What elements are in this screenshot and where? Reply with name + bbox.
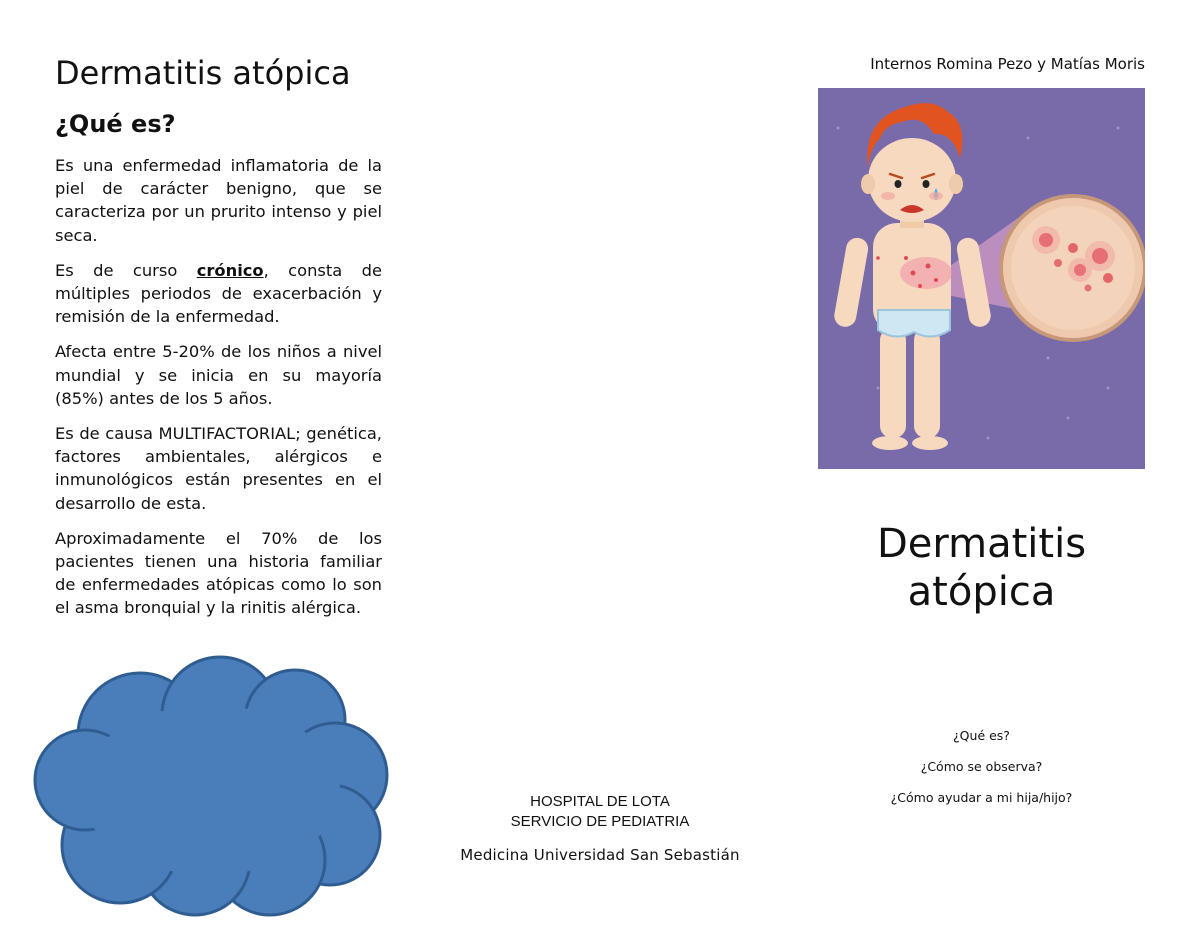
- section-subtitle: ¿Qué es?: [55, 110, 176, 138]
- paragraph-course-rest: , consta de múltiples periodos de exacerbación y remisión de la enfermedad.: [55, 260, 383, 327]
- toc-item: ¿Cómo se observa?: [920, 759, 1043, 774]
- section-body: [55, 154, 382, 632]
- emphasis-chronic: crónico: [196, 260, 264, 280]
- cloud-shape: [30, 645, 390, 917]
- paragraph-cause: Es de causa MULTIFACTORIAL; genética, factores ambientales, alérgicos e inmunológicos están presentes en el desarrollo de esta.: [55, 424, 382, 513]
- child-rash-illustration: [818, 88, 1145, 469]
- toc-list: [818, 720, 1145, 813]
- section-title: Dermatitis atópica: [55, 54, 351, 92]
- university-name: Medicina Universidad San Sebastián: [460, 846, 740, 864]
- cover-title: Dermatitis atópica: [876, 521, 1087, 615]
- paragraph-family-history: Aproximadamente el 70% de los pacientes tienen una historia familiar de enfermedades atópicas como lo son el asma bronquial y la rinitis alérgica.: [55, 528, 382, 618]
- hospital-block: [420, 792, 780, 832]
- authors-line: Internos Romina Pezo y Matías Moris: [870, 55, 1145, 73]
- paragraph-definition: Es una enfermedad inflamatoria de la piel de carácter benigno, que se caracteriza por un prurito intenso y piel seca.: [55, 156, 382, 245]
- paragraph-course: [55, 259, 382, 329]
- toc-item: ¿Qué es?: [953, 728, 1010, 743]
- paragraph-course-lead: Es de curso: [55, 260, 197, 280]
- toc-item: ¿Cómo ayudar a mi hija/hijo?: [890, 790, 1073, 805]
- paragraph-prevalence: Afecta entre 5-20% de los niños a nivel mundial y se inicia en su mayoría (85%) antes de los 5 años.: [55, 342, 382, 408]
- hospital-service: SERVICIO DE PEDIATRIA: [510, 813, 690, 830]
- hospital-name: HOSPITAL DE LOTA: [530, 793, 670, 810]
